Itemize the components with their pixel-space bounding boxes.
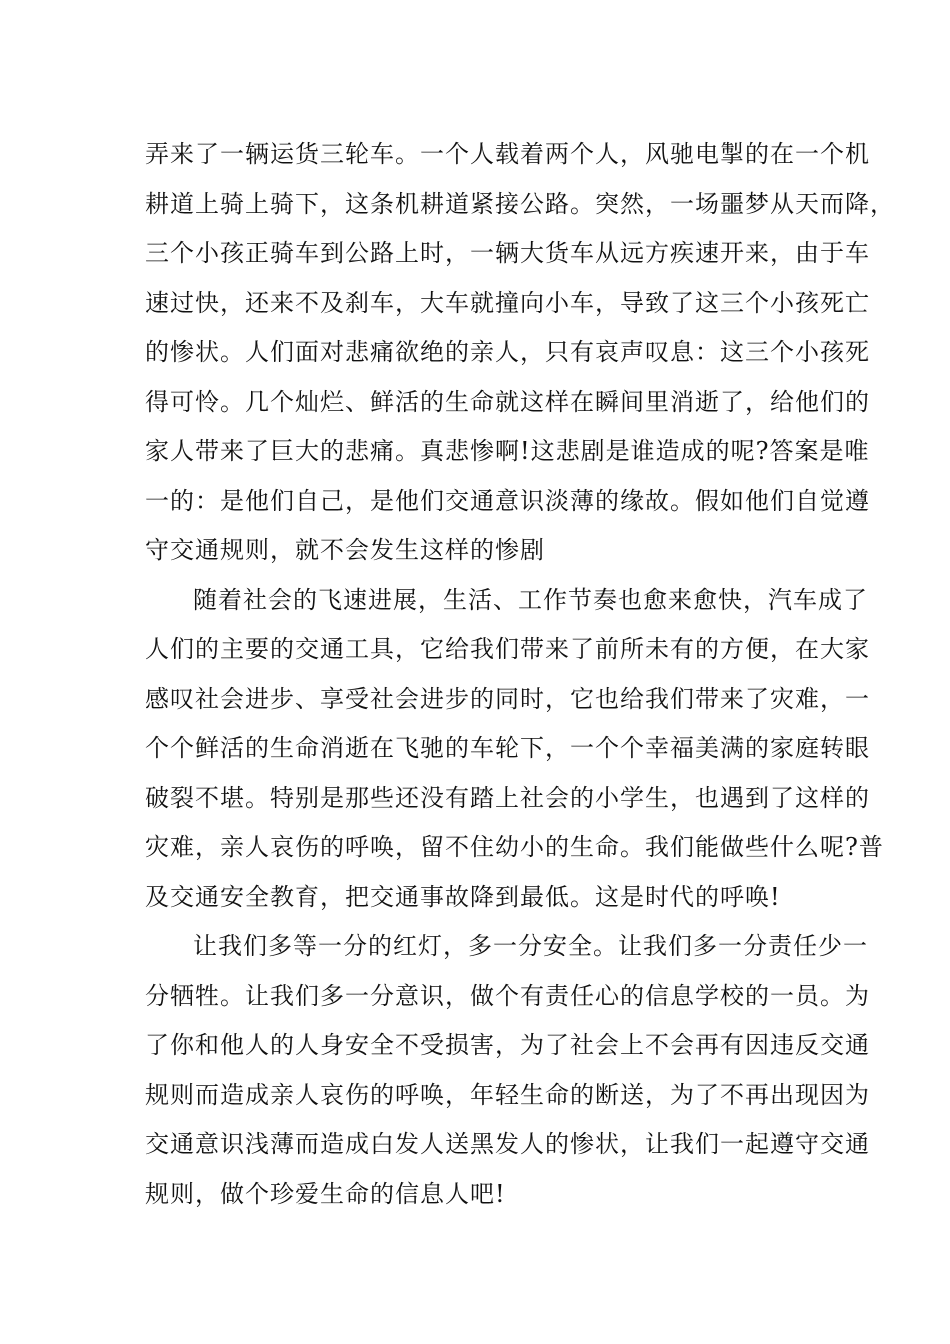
text-line: 耕道上骑上骑下，这条机耕道紧接公路。突然，一场噩梦从天而降， <box>145 189 895 218</box>
text-line: 人们的主要的交通工具，它给我们带来了前所未有的方便，在大家 <box>145 635 870 663</box>
text-line: 了你和他人的人身安全不受损害，为了社会上不会再有因违反交通 <box>145 1031 870 1059</box>
text-line: 规则而造成亲人哀伤的呼唤，年轻生命的断送，为了不再出现因为 <box>145 1080 870 1109</box>
text-line: 交通意识浅薄而造成白发人送黑发人的惨状，让我们一起遵守交通 <box>145 1130 870 1158</box>
text-line: 规则，做个珍爱生命的信息人吧! <box>145 1179 506 1208</box>
text-line: 感叹社会进步、享受社会进步的同时，它也给我们带来了灾难，一 <box>145 684 870 713</box>
text-line: 弄来了一辆运货三轮车。一个人载着两个人，风驰电掣的在一个机 <box>145 140 870 168</box>
text-line: 让我们多等一分的红灯，多一分安全。让我们多一分责任少一 <box>193 932 868 960</box>
paragraph-1 <box>145 130 895 576</box>
text-line: 分牺牲。让我们多一分意识，做个有责任心的信息学校的一员。为 <box>145 981 870 1010</box>
paragraph-2 <box>145 576 884 923</box>
text-line: 得可怜。几个灿烂、鲜活的生命就这样在瞬间里消逝了，给他们的 <box>145 387 870 416</box>
text-line: 一的：是他们自己，是他们交通意识淡薄的缘故。假如他们自觉遵 <box>145 486 870 515</box>
document-body <box>145 130 895 1219</box>
text-line: 速过快，还来不及刹车，大车就撞向小车，导致了这三个小孩死亡 <box>145 288 870 317</box>
text-line: 的惨状。人们面对悲痛欲绝的亲人，只有哀声叹息：这三个小孩死 <box>145 338 870 366</box>
text-line: 个个鲜活的生命消逝在飞驰的车轮下，一个个幸福美满的家庭转眼 <box>145 734 870 762</box>
text-line: 三个小孩正骑车到公路上时，一辆大货车从远方疾速开来，由于车 <box>145 239 870 267</box>
text-line: 灾难，亲人哀伤的呼唤，留不住幼小的生命。我们能做些什么呢?普 <box>145 833 884 861</box>
paragraph-3 <box>145 922 870 1219</box>
text-line: 破裂不堪。特别是那些还没有踏上社会的小学生，也遇到了这样的 <box>145 783 870 812</box>
text-line: 随着社会的飞速进展，生活、工作节奏也愈来愈快，汽车成了 <box>193 585 868 614</box>
text-line: 及交通安全教育，把交通事故降到最低。这是时代的呼唤! <box>145 882 781 911</box>
text-line: 家人带来了巨大的悲痛。真悲惨啊!这悲剧是谁造成的呢?答案是唯 <box>145 437 870 465</box>
text-line: 守交通规则，就不会发生这样的惨剧 <box>145 536 545 564</box>
